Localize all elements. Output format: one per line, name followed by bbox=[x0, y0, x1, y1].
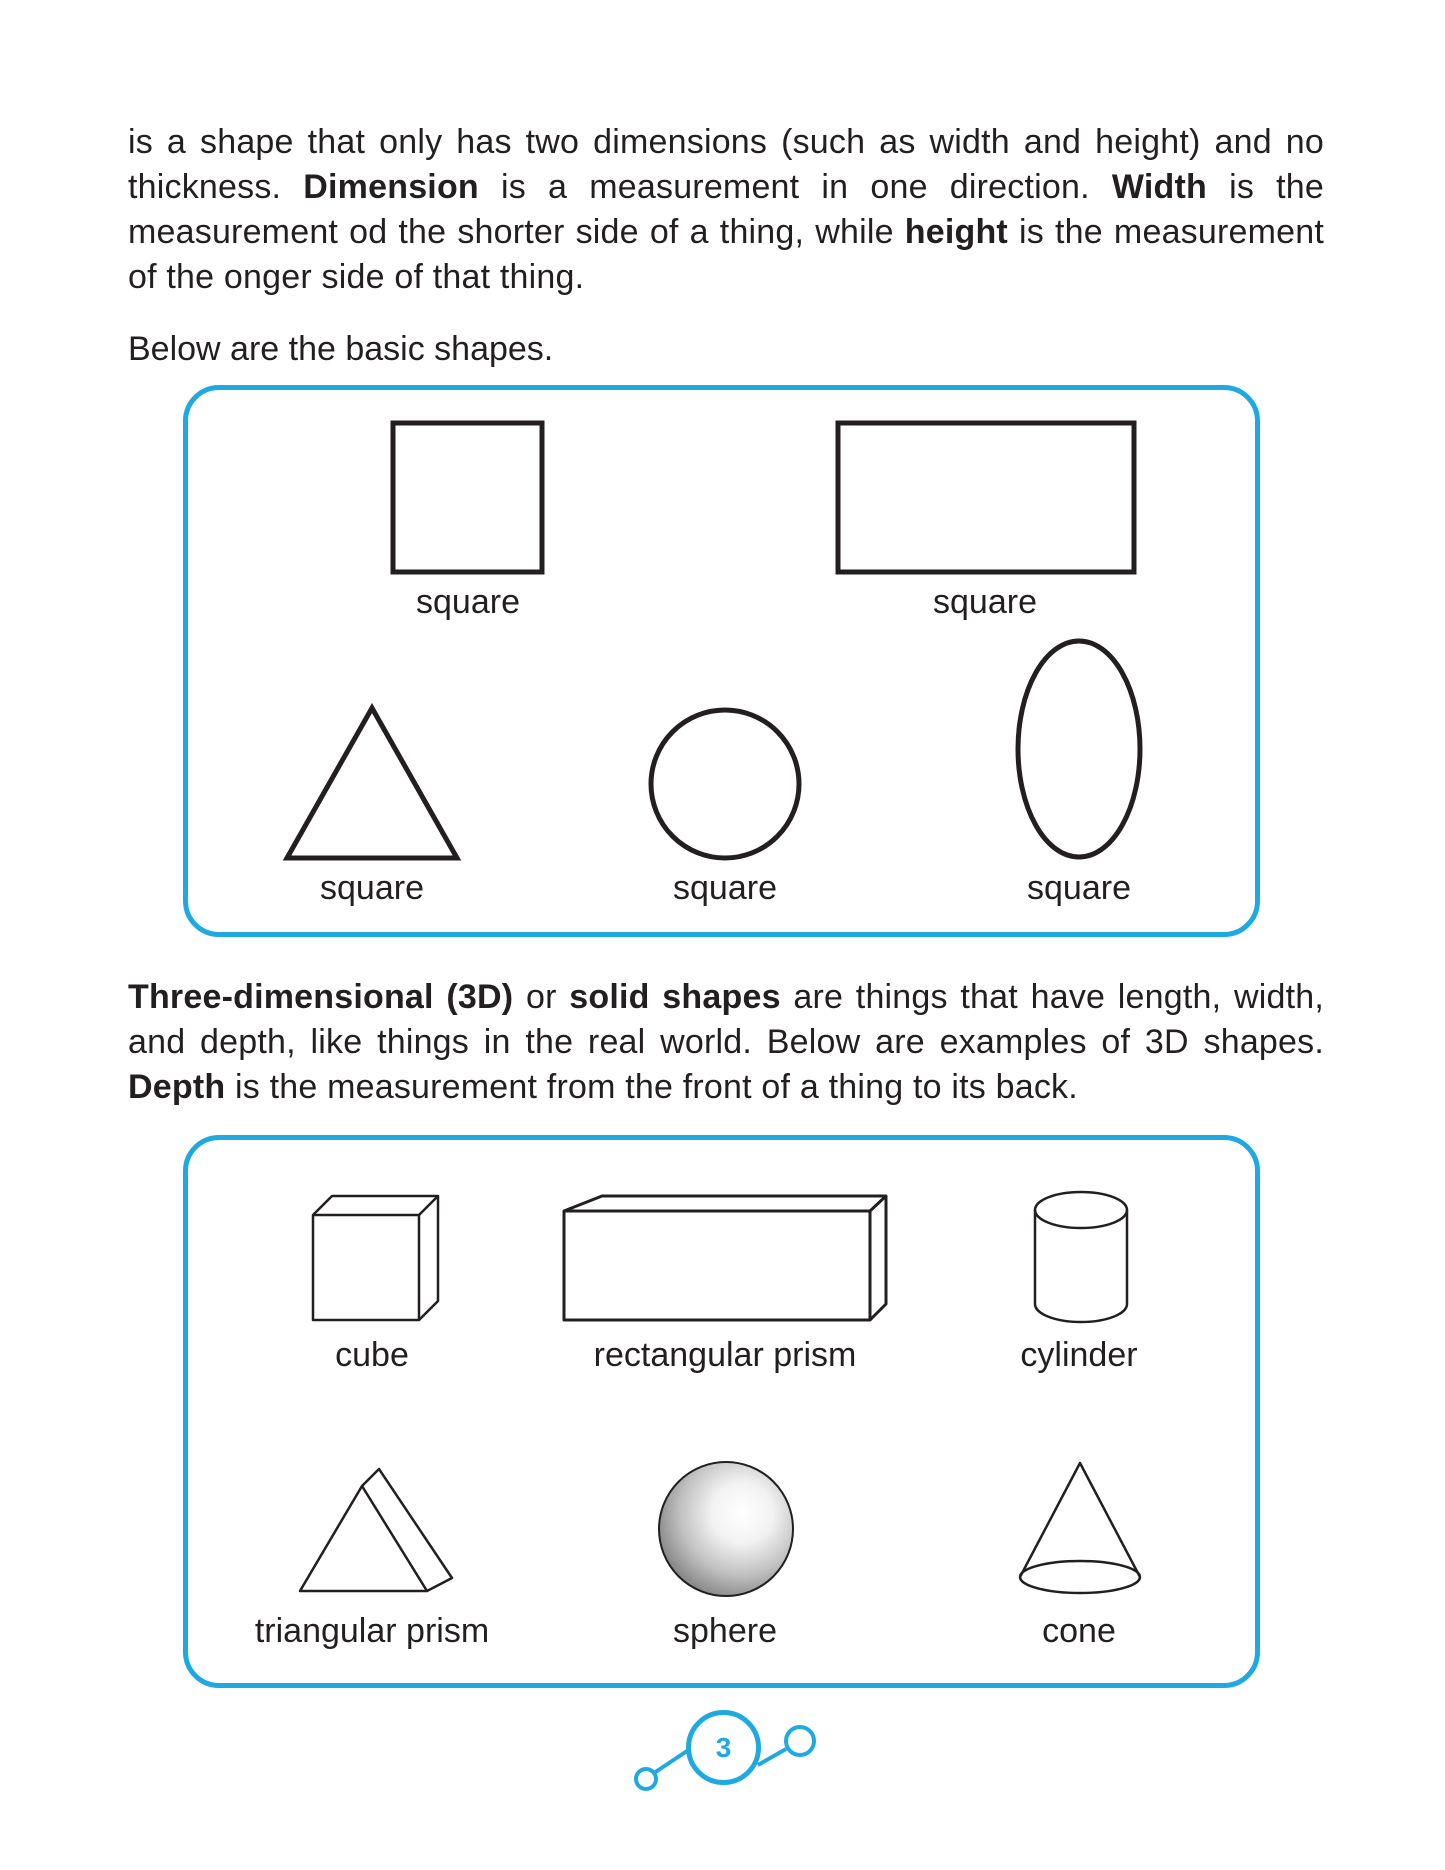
cone-icon bbox=[1016, 1460, 1144, 1600]
intro-text: is the measurement od the shorter side of a thing, while bbox=[128, 168, 1324, 251]
cube-icon bbox=[310, 1193, 442, 1323]
shape-label: square bbox=[673, 869, 777, 907]
basic-shapes-panel bbox=[183, 385, 1260, 937]
oval-icon bbox=[1014, 637, 1144, 862]
shape-label: square bbox=[1027, 869, 1131, 907]
term-dimension: Dimension bbox=[303, 168, 479, 206]
intro-text: is the measurement of the onger side of that thing. bbox=[128, 213, 1325, 296]
intro-paragraph bbox=[128, 120, 1324, 300]
triangle-icon bbox=[282, 703, 462, 863]
shape-label: cube bbox=[335, 1336, 409, 1374]
solid-text: or bbox=[513, 978, 570, 1016]
term-height: height bbox=[904, 213, 1008, 251]
shape-label: cylinder bbox=[1020, 1336, 1138, 1374]
solid-text: is the measurement from the front of a thing to its back. bbox=[225, 1068, 1078, 1106]
shape-label: rectangular prism bbox=[593, 1336, 857, 1374]
rectangle-icon bbox=[835, 420, 1137, 575]
shape-label: square bbox=[933, 583, 1037, 621]
solid-shapes-paragraph bbox=[128, 975, 1324, 1110]
cylinder-icon bbox=[1031, 1188, 1131, 1326]
term-three-dimensional: Three-dimensional (3D) bbox=[128, 978, 514, 1016]
solid-shapes-panel bbox=[183, 1135, 1260, 1688]
sphere-icon bbox=[655, 1458, 797, 1600]
shape-label: triangular prism bbox=[254, 1612, 490, 1650]
shape-label: square bbox=[416, 583, 520, 621]
basic-shapes-lead: Below are the basic shapes. bbox=[128, 330, 554, 368]
term-width: Width bbox=[1111, 168, 1207, 206]
triangular-prism-icon bbox=[297, 1466, 457, 1596]
term-solid-shapes: solid shapes bbox=[569, 978, 781, 1016]
shape-label: sphere bbox=[673, 1612, 777, 1650]
intro-text: is a measurement in one direction. bbox=[478, 168, 1112, 206]
rectangular-prism-icon bbox=[561, 1193, 891, 1323]
solid-text: are things that have length, width, and depth, like things in the real world. Below are examples of 3D shapes. bbox=[128, 978, 1324, 1061]
square-icon bbox=[390, 420, 545, 575]
shape-label: cone bbox=[1042, 1612, 1116, 1650]
shape-label: square bbox=[320, 869, 424, 907]
intro-text: is a shape that only has two dimensions (such as width and height) and no thickness. bbox=[128, 123, 1324, 206]
circle-icon bbox=[647, 706, 803, 862]
page-number: 3 bbox=[686, 1710, 761, 1785]
term-depth: Depth bbox=[128, 1068, 226, 1106]
